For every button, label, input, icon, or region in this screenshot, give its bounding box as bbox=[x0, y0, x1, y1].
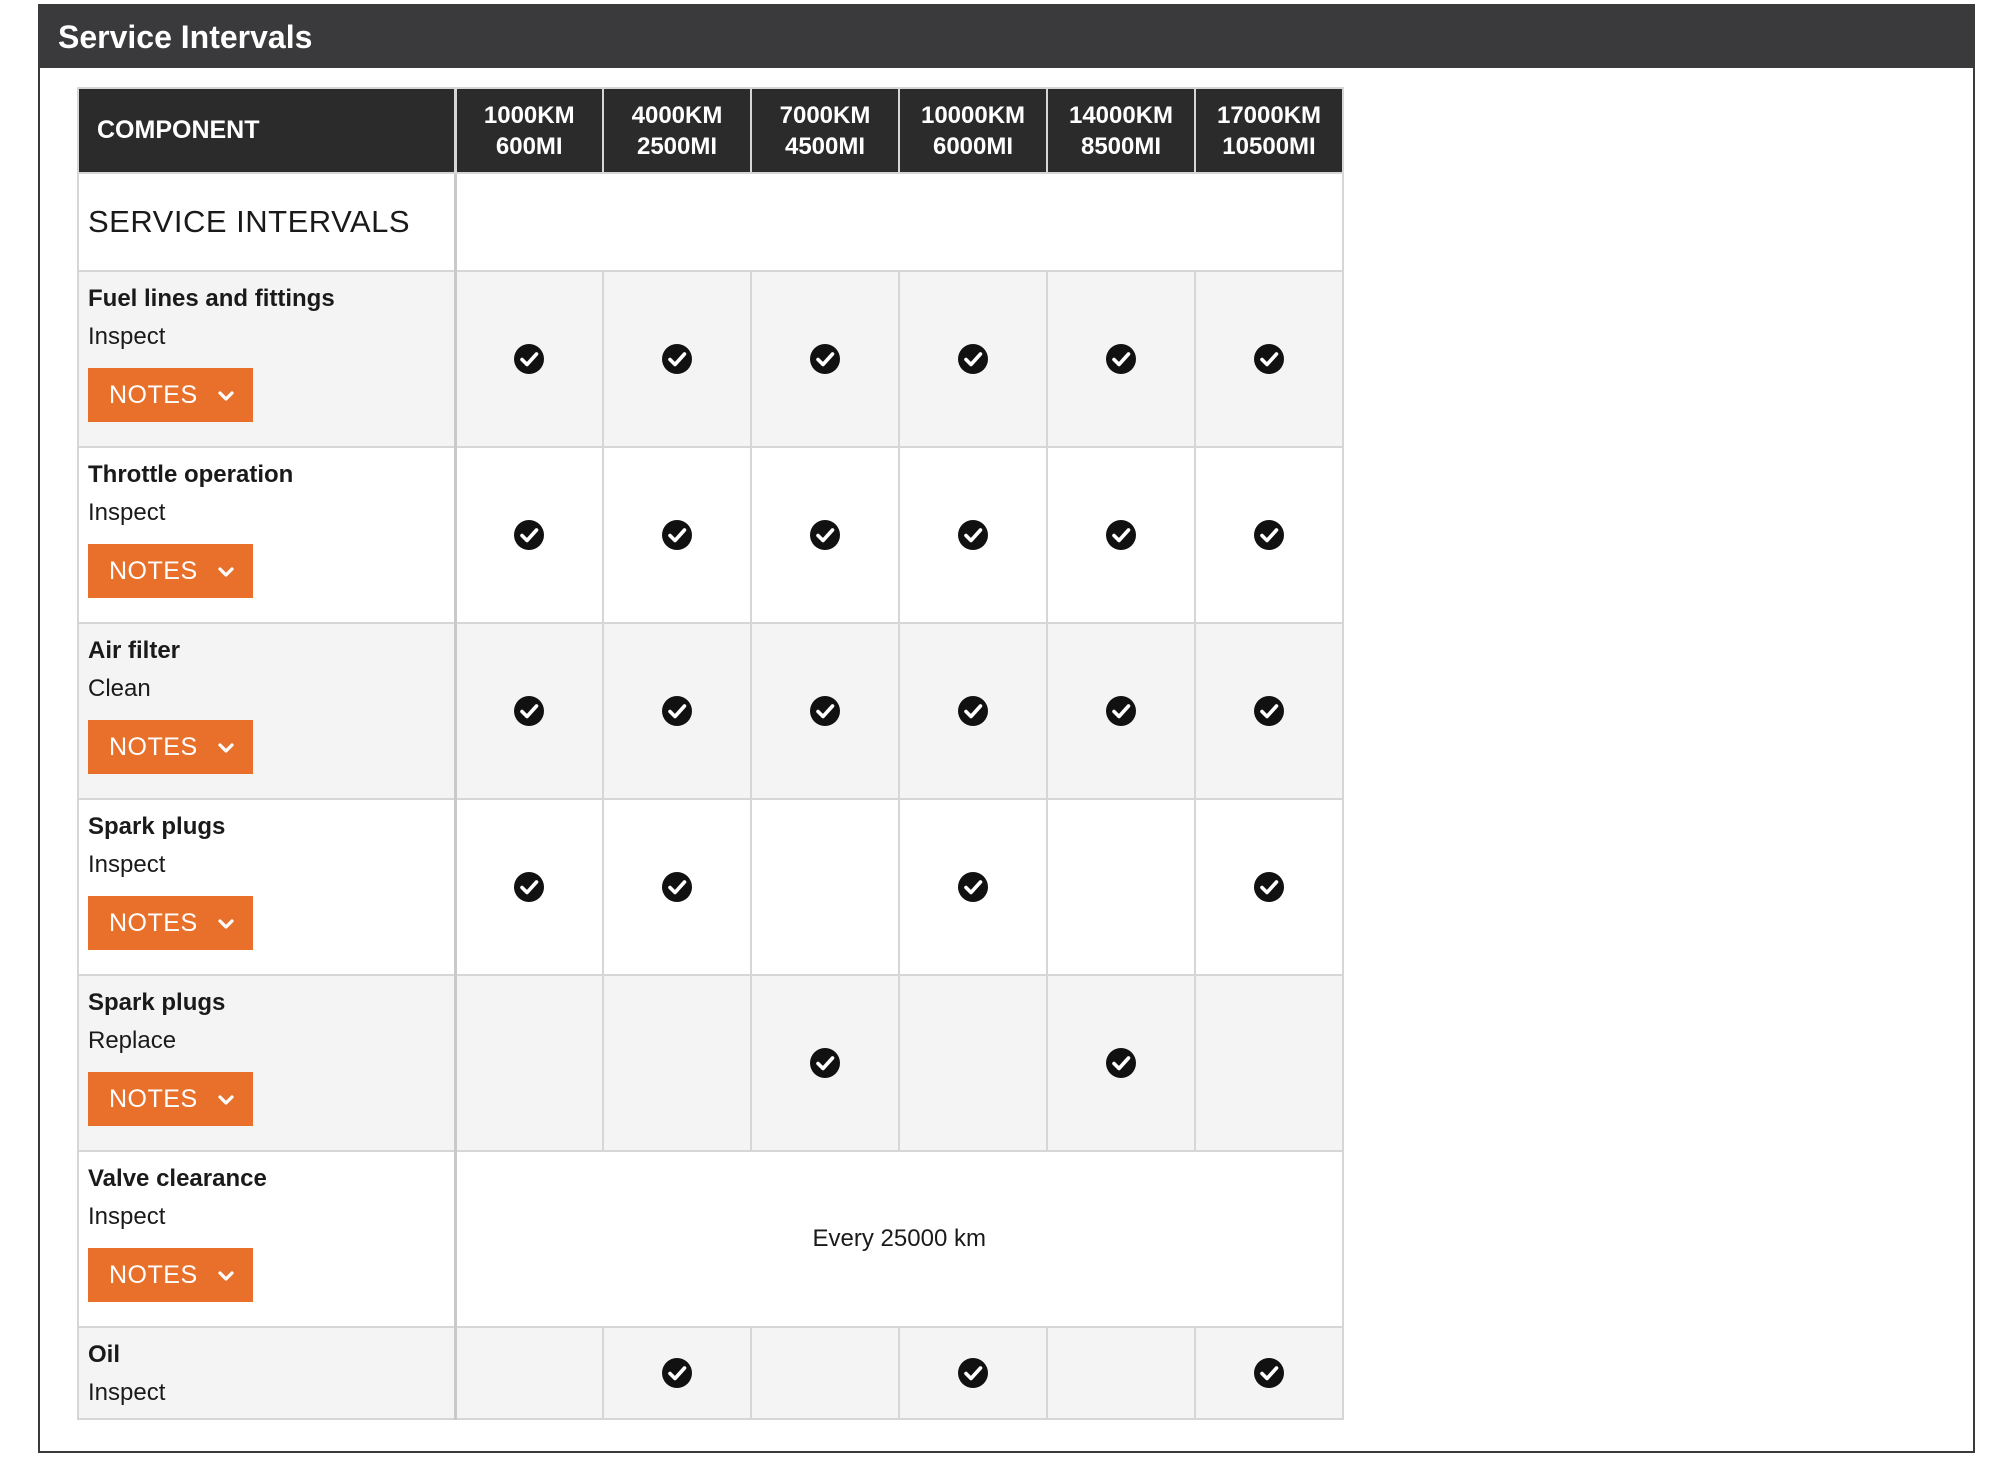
interval-cell bbox=[603, 1327, 751, 1419]
component-action: Inspect bbox=[88, 499, 166, 526]
check-circle-icon bbox=[1253, 350, 1285, 367]
check-circle-icon bbox=[513, 878, 545, 895]
chevron-down-icon bbox=[198, 557, 236, 586]
check-circle-icon bbox=[957, 1364, 989, 1381]
notes-button[interactable] bbox=[88, 1072, 253, 1126]
chevron-down-icon bbox=[198, 733, 236, 762]
interval-cell bbox=[603, 271, 751, 447]
table-row bbox=[78, 799, 1343, 975]
interval-header-3: 7000KM 4500MI bbox=[751, 88, 899, 173]
component-cell bbox=[78, 271, 455, 447]
interval-header-1: 1000KM 600MI bbox=[455, 88, 603, 173]
component-name: Spark plugs bbox=[88, 989, 226, 1016]
table-header-row bbox=[78, 88, 1343, 173]
interval-cell bbox=[1047, 975, 1195, 1151]
component-action: Replace bbox=[88, 1027, 177, 1054]
check-circle-icon bbox=[1105, 350, 1137, 367]
component-name: Air filter bbox=[88, 637, 181, 664]
interval-cell bbox=[1195, 975, 1343, 1151]
interval-cell bbox=[603, 623, 751, 799]
interval-cell bbox=[899, 271, 1047, 447]
interval-cell bbox=[751, 271, 899, 447]
component-cell bbox=[78, 975, 455, 1151]
notes-label: NOTES bbox=[109, 1260, 198, 1289]
check-circle-icon bbox=[809, 350, 841, 367]
interval-cell bbox=[455, 271, 603, 447]
interval-cell bbox=[1195, 799, 1343, 975]
interval-cell bbox=[751, 447, 899, 623]
notes-button[interactable] bbox=[88, 1248, 253, 1302]
interval-cell bbox=[455, 623, 603, 799]
chevron-down-icon bbox=[198, 1085, 236, 1114]
check-circle-icon bbox=[957, 702, 989, 719]
interval-cell bbox=[455, 799, 603, 975]
service-schedule-table bbox=[77, 87, 1344, 1420]
component-action: Inspect bbox=[88, 1379, 166, 1406]
notes-button[interactable] bbox=[88, 544, 253, 598]
check-circle-icon bbox=[661, 1364, 693, 1381]
interval-cell bbox=[603, 799, 751, 975]
interval-cell bbox=[899, 1327, 1047, 1419]
interval-header-6: 17000KM 10500MI bbox=[1195, 88, 1343, 173]
component-name: Valve clearance bbox=[88, 1165, 267, 1192]
panel-title: Service Intervals bbox=[40, 6, 1973, 68]
section-row bbox=[78, 173, 1343, 271]
check-circle-icon bbox=[1105, 702, 1137, 719]
interval-header-4: 10000KM 6000MI bbox=[899, 88, 1047, 173]
interval-cell bbox=[1195, 1327, 1343, 1419]
interval-cell bbox=[455, 447, 603, 623]
check-circle-icon bbox=[661, 350, 693, 367]
chevron-down-icon bbox=[198, 909, 236, 938]
component-name: Oil bbox=[88, 1341, 121, 1368]
check-circle-icon bbox=[809, 526, 841, 543]
interval-cell bbox=[1047, 447, 1195, 623]
check-circle-icon bbox=[1253, 526, 1285, 543]
check-circle-icon bbox=[957, 878, 989, 895]
check-circle-icon bbox=[661, 702, 693, 719]
interval-cell bbox=[751, 975, 899, 1151]
component-cell bbox=[78, 447, 455, 623]
check-circle-icon bbox=[1105, 1054, 1137, 1071]
notes-label: NOTES bbox=[109, 556, 198, 585]
section-blank bbox=[455, 173, 1343, 271]
notes-button[interactable] bbox=[88, 368, 253, 422]
check-circle-icon bbox=[1253, 1364, 1285, 1381]
check-circle-icon bbox=[957, 350, 989, 367]
interval-header-2: 4000KM 2500MI bbox=[603, 88, 751, 173]
table-row bbox=[78, 1327, 1343, 1419]
interval-cell bbox=[899, 975, 1047, 1151]
check-circle-icon bbox=[1253, 702, 1285, 719]
notes-button[interactable] bbox=[88, 896, 253, 950]
interval-cell bbox=[899, 623, 1047, 799]
check-circle-icon bbox=[809, 1054, 841, 1071]
component-action: Inspect bbox=[88, 323, 166, 350]
chevron-down-icon bbox=[198, 381, 236, 410]
notes-label: NOTES bbox=[109, 908, 198, 937]
component-action: Inspect bbox=[88, 1203, 166, 1230]
check-circle-icon bbox=[513, 350, 545, 367]
interval-cell bbox=[899, 799, 1047, 975]
table-row bbox=[78, 271, 1343, 447]
table-row bbox=[78, 975, 1343, 1151]
check-circle-icon bbox=[1105, 526, 1137, 543]
interval-cell bbox=[455, 975, 603, 1151]
chevron-down-icon bbox=[198, 1261, 236, 1290]
service-intervals-panel bbox=[38, 4, 1975, 1453]
notes-button[interactable] bbox=[88, 720, 253, 774]
component-cell bbox=[78, 1327, 455, 1419]
interval-cell bbox=[1195, 447, 1343, 623]
section-title: SERVICE INTERVALS bbox=[78, 173, 455, 271]
notes-label: NOTES bbox=[109, 1084, 198, 1113]
interval-cell bbox=[899, 447, 1047, 623]
component-cell bbox=[78, 799, 455, 975]
component-action: Clean bbox=[88, 675, 151, 702]
component-cell bbox=[78, 1151, 455, 1327]
interval-cell bbox=[1195, 623, 1343, 799]
table-row bbox=[78, 447, 1343, 623]
notes-label: NOTES bbox=[109, 732, 198, 761]
interval-header-5: 14000KM 8500MI bbox=[1047, 88, 1195, 173]
component-name: Fuel lines and fittings bbox=[88, 285, 335, 312]
interval-cell bbox=[1047, 623, 1195, 799]
table-row bbox=[78, 1151, 1343, 1327]
interval-note: Every 25000 km bbox=[455, 1151, 1343, 1327]
interval-cell bbox=[455, 1327, 603, 1419]
component-name: Throttle operation bbox=[88, 461, 294, 488]
interval-cell bbox=[1047, 799, 1195, 975]
notes-label: NOTES bbox=[109, 380, 198, 409]
component-action: Inspect bbox=[88, 851, 166, 878]
interval-cell bbox=[751, 799, 899, 975]
interval-cell bbox=[1047, 1327, 1195, 1419]
interval-cell bbox=[751, 1327, 899, 1419]
check-circle-icon bbox=[1253, 878, 1285, 895]
check-circle-icon bbox=[513, 702, 545, 719]
table-row bbox=[78, 623, 1343, 799]
check-circle-icon bbox=[513, 526, 545, 543]
component-column-header: COMPONENT bbox=[78, 88, 455, 173]
check-circle-icon bbox=[661, 526, 693, 543]
interval-cell bbox=[751, 623, 899, 799]
interval-cell bbox=[603, 447, 751, 623]
component-cell bbox=[78, 623, 455, 799]
check-circle-icon bbox=[809, 702, 841, 719]
check-circle-icon bbox=[661, 878, 693, 895]
component-name: Spark plugs bbox=[88, 813, 226, 840]
interval-cell bbox=[1047, 271, 1195, 447]
check-circle-icon bbox=[957, 526, 989, 543]
interval-cell bbox=[1195, 271, 1343, 447]
interval-cell bbox=[603, 975, 751, 1151]
